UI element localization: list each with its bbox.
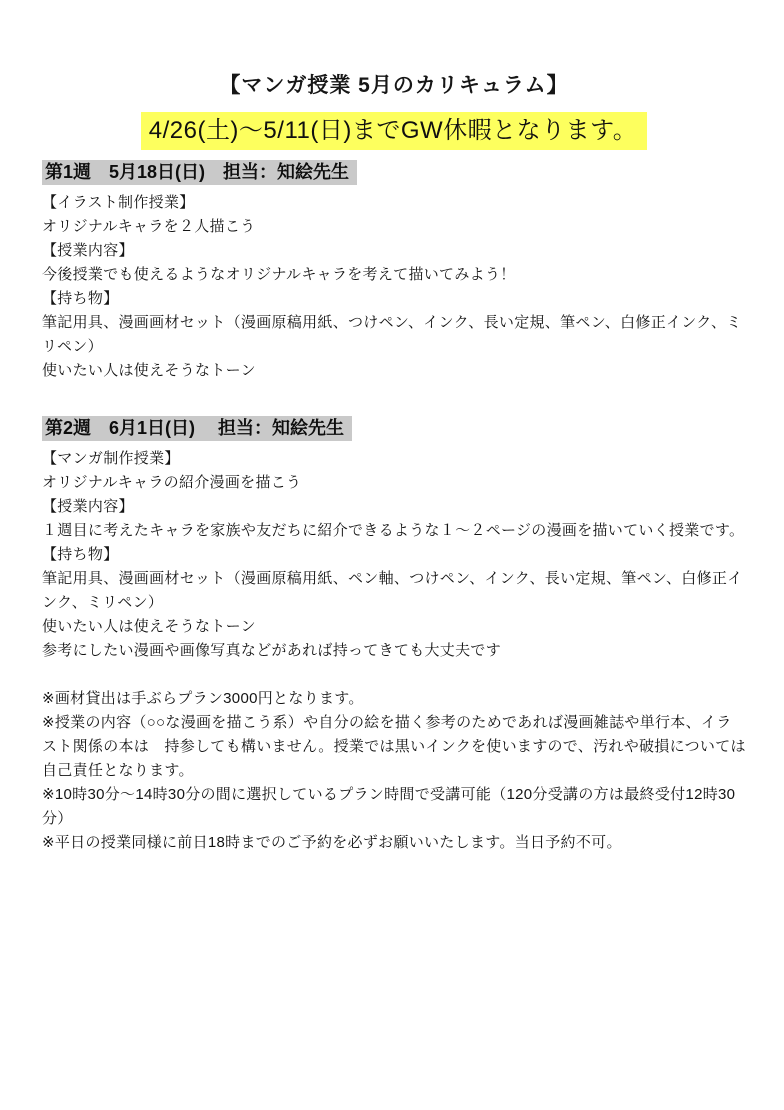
notes-section	[42, 687, 746, 855]
reference-line: 参考にしたい漫画や画像写真などがあれば持ってきても大丈夫です	[42, 642, 502, 659]
gw-holiday-notice-row	[42, 112, 746, 150]
tone-line: 使いたい人は使えそうなトーン	[42, 618, 256, 635]
week-2-section	[42, 416, 746, 663]
note-class-hours: ※10時30分〜14時30分の間に選択しているプラン時間で受講可能（120分受講の方は最終受付12時30分）	[42, 786, 736, 827]
week-1-body	[42, 191, 746, 383]
belongings-line: 筆記用具、漫画画材セット（漫画原稿用紙、つけペン、インク、長い定規、筆ペン、白修正インク、ミリペン）	[42, 314, 742, 355]
lesson-type-line: 【マンガ制作授業】	[42, 450, 180, 467]
belongings-label: 【持ち物】	[42, 546, 119, 563]
week-1-header: 第1週 5月18日(日) 担当：知絵先生	[42, 160, 357, 185]
belongings-label: 【持ち物】	[42, 290, 119, 307]
week-1-section	[42, 160, 746, 383]
week-2-header: 第2週 6月1日(日) 担当：知絵先生	[42, 416, 352, 441]
week-2-body	[42, 447, 746, 663]
page-title: 【マンガ授業 5月のカリキュラム】	[219, 74, 569, 97]
lesson-content-label: 【授業内容】	[42, 242, 134, 259]
lesson-content-line: 今後授業でも使えるようなオリジナルキャラを考えて描いてみよう！	[42, 266, 516, 283]
note-rental-fee: ※画材貸出は手ぶらプラン3000円となります。	[42, 690, 364, 707]
belongings-line: 筆記用具、漫画画材セット（漫画原稿用紙、ペン軸、つけペン、インク、長い定規、筆ペン、白修正インク、ミリペン）	[42, 570, 743, 611]
tone-line: 使いたい人は使えそうなトーン	[42, 362, 256, 379]
lesson-content-line: １週目に考えたキャラを家族や友だちに紹介できるような１〜２ページの漫画を描いていく授業です。	[42, 522, 745, 539]
gw-holiday-notice: 4/26(土)〜5/11(日)までGW休暇となります。	[141, 112, 648, 150]
note-reservation: ※平日の授業同様に前日18時までのご予約を必ずお願いいたします。当日予約不可。	[42, 834, 622, 851]
lesson-type-line: 【イラスト制作授業】	[42, 194, 195, 211]
lesson-title-line: オリジナルキャラを２人描こう	[42, 218, 256, 235]
lesson-content-label: 【授業内容】	[42, 498, 134, 515]
note-reference-materials: ※授業の内容（○○な漫画を描こう系）や自分の絵を描く参考のためであれば漫画雑誌や単行本、イラスト関係の本は 持参しても構いません。授業では黒いインクを使いますので、汚れや破損については自己責任となります。	[42, 714, 746, 779]
lesson-title-line: オリジナルキャラの紹介漫画を描こう	[42, 474, 302, 491]
